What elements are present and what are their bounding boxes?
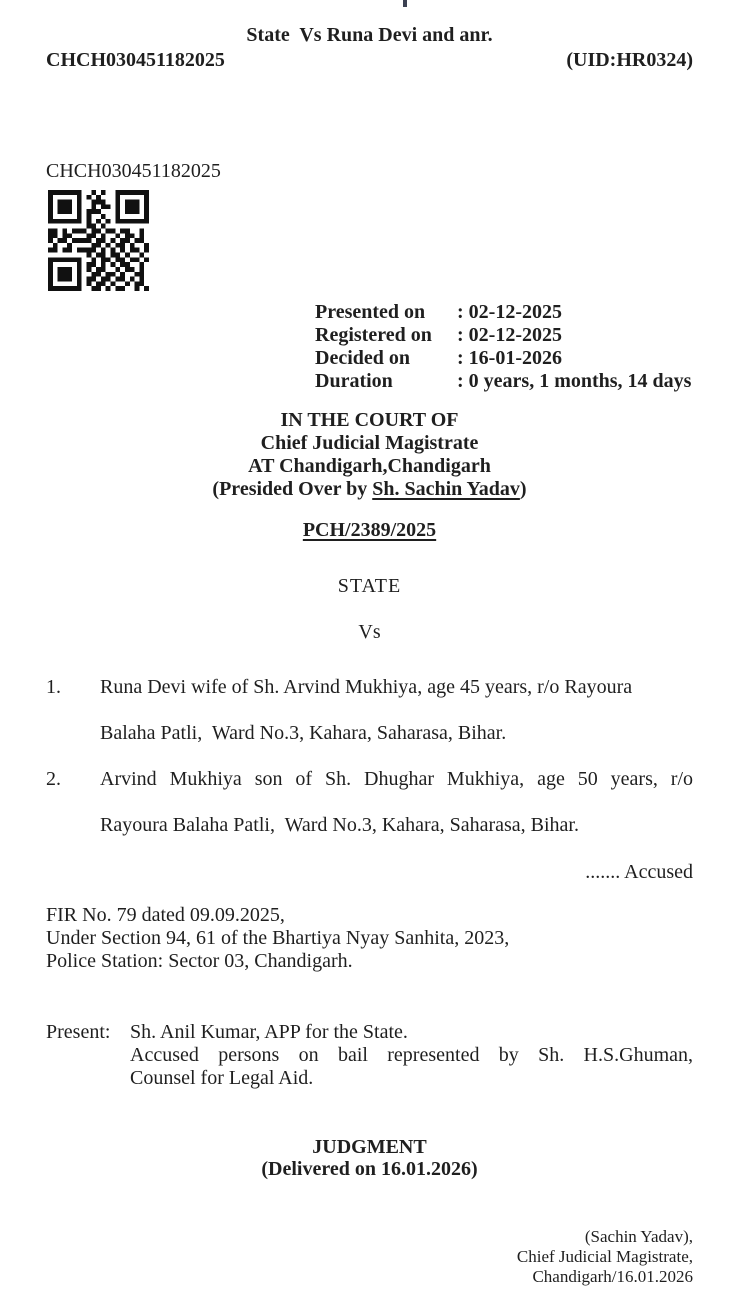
page-number-mark: [403, 0, 407, 7]
decided-on-label: Decided on: [315, 347, 410, 369]
signature-judge-name: (Sachin Yadav),: [584, 1227, 693, 1246]
present-text: [130, 1021, 693, 1090]
accused-1-line1: Runa Devi wife of Sh. Arvind Mukhiya, age 45 years, r/o Rayoura: [100, 676, 633, 698]
cnr-header-row: [46, 49, 693, 71]
fir-number-line: FIR No. 79 dated 09.09.2025,: [46, 904, 285, 926]
duration-label: Duration: [315, 370, 393, 392]
presented-on-row: [315, 301, 693, 324]
registered-on-row: [315, 324, 693, 347]
court-header-line2: Chief Judicial Magistrate: [260, 432, 479, 454]
fir-details-block: [46, 904, 693, 973]
duration-row: [315, 370, 693, 393]
accused-item-1: [46, 664, 693, 756]
present-block: [46, 1021, 693, 1090]
accused-2-text: [100, 756, 693, 848]
duration-value: : 0 years, 1 months, 14 days: [457, 370, 692, 392]
petitioner-name: STATE: [337, 575, 402, 597]
presiding-officer-name: Sh. Sachin Yadav: [372, 478, 520, 500]
court-header-line1: IN THE COURT OF: [280, 409, 459, 431]
case-number-line: [46, 519, 693, 542]
present-line1: Sh. Anil Kumar, APP for the State.: [130, 1021, 408, 1043]
fir-sections-line: Under Section 94, 61 of the Bhartiya Nyay Sanhita, 2023,: [46, 927, 510, 949]
case-number: PCH/2389/2025: [302, 519, 437, 541]
signature-block: [46, 1227, 693, 1287]
accused-1-line2: Balaha Patli, Ward No.3, Kahara, Saharasa, Bihar.: [100, 722, 507, 744]
qr-code-icon: [48, 190, 149, 291]
present-label: Present:: [46, 1021, 111, 1043]
judgment-heading-block: [46, 1136, 693, 1180]
presided-over-line: [46, 478, 693, 501]
case-dates-block: [315, 301, 693, 393]
presented-on-value: : 02-12-2025: [457, 301, 562, 323]
presented-on-label: Presented on: [315, 301, 426, 323]
accused-2-number: 2.: [46, 768, 61, 790]
present-line2: Accused persons on bail represented by Sh. H.S.Ghuman,: [130, 1044, 693, 1066]
uid-number: (UID:HR0324): [566, 49, 693, 71]
judgment-delivered-line: (Delivered on 16.01.2026): [261, 1158, 478, 1180]
accused-2-line1: Arvind Mukhiya son of Sh. Dhughar Mukhiya, age 50 years, r/o: [100, 768, 693, 790]
court-header: [46, 409, 693, 501]
judgment-heading: JUDGMENT: [312, 1136, 427, 1158]
cnr-number: CHCH030451182025: [46, 49, 225, 71]
signature-place-date: Chandigarh/16.01.2026: [532, 1267, 693, 1286]
registered-on-label: Registered on: [315, 324, 432, 346]
present-line3: Counsel for Legal Aid.: [130, 1067, 314, 1089]
case-title: State Vs Runa Devi and anr.: [246, 24, 493, 46]
decided-on-value: : 16-01-2026: [457, 347, 562, 369]
registered-on-value: : 02-12-2025: [457, 324, 562, 346]
accused-designation: ....... Accused: [585, 861, 693, 883]
accused-1-number: 1.: [46, 676, 61, 698]
accused-item-2: [46, 756, 693, 848]
decided-on-row: [315, 347, 693, 370]
accused-list: [46, 664, 693, 848]
accused-1-text: [100, 664, 693, 756]
court-header-line3: AT Chandigarh,Chandigarh: [248, 455, 491, 477]
accused-2-line2: Rayoura Balaha Patli, Ward No.3, Kahara, Saharasa, Bihar.: [100, 814, 579, 836]
presided-suffix: ): [519, 478, 527, 500]
versus-label: Vs: [358, 621, 381, 643]
signature-designation: Chief Judicial Magistrate,: [516, 1247, 693, 1266]
cnr-number-above-qr: CHCH030451182025: [46, 160, 221, 182]
presided-prefix: (Presided Over by: [212, 478, 373, 500]
fir-police-station-line: Police Station: Sector 03, Chandigarh.: [46, 950, 353, 972]
